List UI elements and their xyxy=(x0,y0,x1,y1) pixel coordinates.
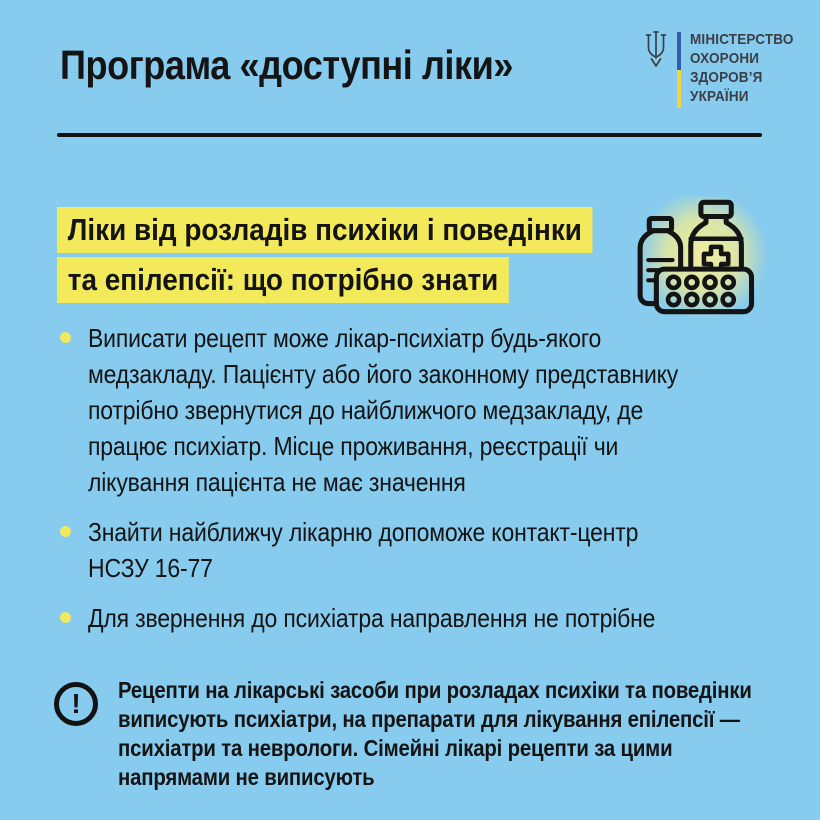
list-item xyxy=(60,514,770,586)
list-item xyxy=(60,600,770,636)
flag-bar xyxy=(677,32,681,108)
heading-line-2: та епілепсії: що потрібно знати xyxy=(57,257,509,303)
ukraine-trident-icon xyxy=(644,30,668,73)
page-title: Програма «доступні ліки» xyxy=(60,42,514,88)
bullet-text: Виписати рецепт може лікар-психіатр будь-якого медзакладу. Пацієнту або його законному представнику потрібно звернутися до найближчого медзакладу, де працює психіатр. Місце проживання, реєстрації чи лікування пацієнта не має значення xyxy=(88,323,679,497)
ministry-name-line: ЗДОРОВ’Я xyxy=(690,69,763,86)
list-item xyxy=(60,320,770,500)
bullet-dot-icon xyxy=(60,612,71,623)
bullet-text: Знайти найближчу лікарню допоможе контакт-центр НСЗУ 16-77 xyxy=(88,517,639,583)
section-heading xyxy=(57,207,593,307)
ministry-logo xyxy=(644,30,805,108)
bullet-text: Для звернення до психіатра направлення не потрібне xyxy=(88,603,656,633)
heading-line-1: Ліки від розладів психіки і поведінки xyxy=(57,207,593,253)
ministry-name-line: ОХОРОНИ xyxy=(690,50,760,67)
medicines-icon xyxy=(628,196,790,318)
exclamation-circle-icon: ! xyxy=(54,682,98,726)
flag-bar-blue xyxy=(677,32,681,70)
blister-pack-icon xyxy=(656,269,751,312)
flag-bar-yellow xyxy=(677,70,681,108)
bullet-dot-icon xyxy=(60,526,71,537)
header-divider xyxy=(57,133,762,137)
warning-note xyxy=(54,676,820,792)
ministry-name xyxy=(690,30,794,106)
bullet-dot-icon xyxy=(60,332,71,343)
ministry-name-line: МІНІСТЕРСТВО xyxy=(690,31,794,48)
warning-text: Рецепти на лікарські засоби при розладах психіки та поведінки виписують психіатри, на препарати для лікування епілепсії — психіатри та неврологи. Сімейні лікарі рецепти за цими напрямами не виписують xyxy=(118,677,752,790)
info-bullet-list xyxy=(60,320,770,650)
ministry-name-line: УКРАЇНИ xyxy=(690,88,749,105)
